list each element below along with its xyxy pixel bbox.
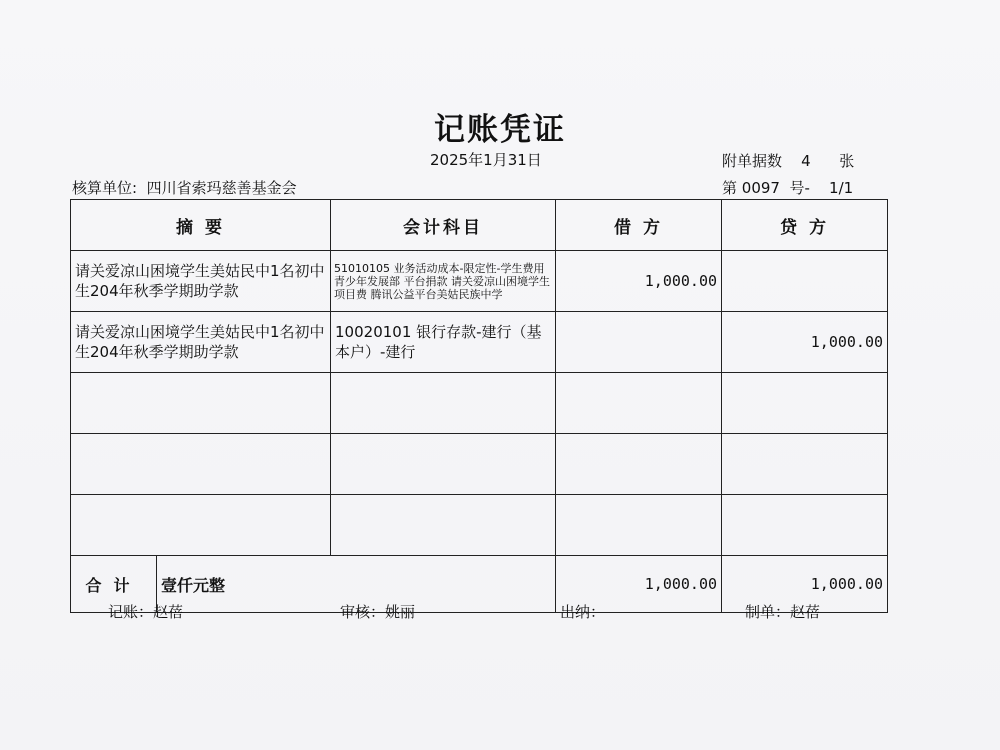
row-summary <box>71 373 331 434</box>
row-account: 10020101 银行存款-建行（基本户）-建行 <box>331 312 556 373</box>
signature-cashier: 出纳： <box>560 603 606 621</box>
signature-preparer: 制单：赵蓓 <box>745 603 821 621</box>
row-debit <box>556 495 722 556</box>
header-summary: 摘 要 <box>71 200 331 251</box>
table-header-row <box>71 200 888 251</box>
voucher-table <box>70 199 888 613</box>
row-account <box>331 434 556 495</box>
row-credit <box>722 434 888 495</box>
row-account <box>331 373 556 434</box>
table-row <box>71 373 888 434</box>
row-credit <box>722 495 888 556</box>
row-summary: 请关爱凉山困境学生美姑民中1名初中生204年秋季学期助学款 <box>71 312 331 373</box>
table-row <box>71 251 888 312</box>
voucher-date: 2025年1月31日 <box>430 151 542 169</box>
serial-number: 0097 <box>741 179 780 197</box>
attachment-count <box>722 150 854 171</box>
signature-reviewer: 审核：姚丽 <box>340 603 416 621</box>
table-row <box>71 312 888 373</box>
unit-name: 四川省索玛慈善基金会 <box>146 179 297 197</box>
serial-suffix: 号- <box>789 179 810 197</box>
serial-page: 1/1 <box>829 179 854 197</box>
total-credit: 1,000.00 <box>722 556 888 613</box>
header-debit: 借 方 <box>556 200 722 251</box>
row-debit <box>556 312 722 373</box>
row-credit: 1,000.00 <box>722 312 888 373</box>
row-summary: 请关爱凉山困境学生美姑民中1名初中生204年秋季学期助学款 <box>71 251 331 312</box>
row-debit: 1,000.00 <box>556 251 722 312</box>
total-debit: 1,000.00 <box>556 556 722 613</box>
header-credit: 贷 方 <box>722 200 888 251</box>
accounting-unit <box>72 177 297 198</box>
row-account: 51010105 业务活动成本-限定性-学生费用 青少年发展部 平台捐款 请关爱凉山困境学生 项目费 腾讯公益平台美姑民族中学 <box>331 251 556 312</box>
row-summary <box>71 434 331 495</box>
row-credit <box>722 373 888 434</box>
attachment-unit: 张 <box>839 152 855 170</box>
row-credit <box>722 251 888 312</box>
row-debit <box>556 434 722 495</box>
unit-label: 核算单位: <box>72 179 138 197</box>
attachment-number: 4 <box>801 152 811 170</box>
attachment-label: 附单据数 <box>722 152 783 170</box>
table-row <box>71 434 888 495</box>
total-label: 合计 <box>71 556 157 613</box>
serial-prefix: 第 <box>722 179 738 197</box>
row-debit <box>556 373 722 434</box>
row-summary <box>71 495 331 556</box>
voucher-title: 记账凭证 <box>434 112 566 148</box>
total-amount-words: 壹仟元整 <box>157 556 556 613</box>
voucher-serial <box>722 177 853 198</box>
header-account: 会计科目 <box>331 200 556 251</box>
table-row <box>71 495 888 556</box>
signature-bookkeeper: 记账：赵蓓 <box>108 603 184 621</box>
row-account <box>331 495 556 556</box>
